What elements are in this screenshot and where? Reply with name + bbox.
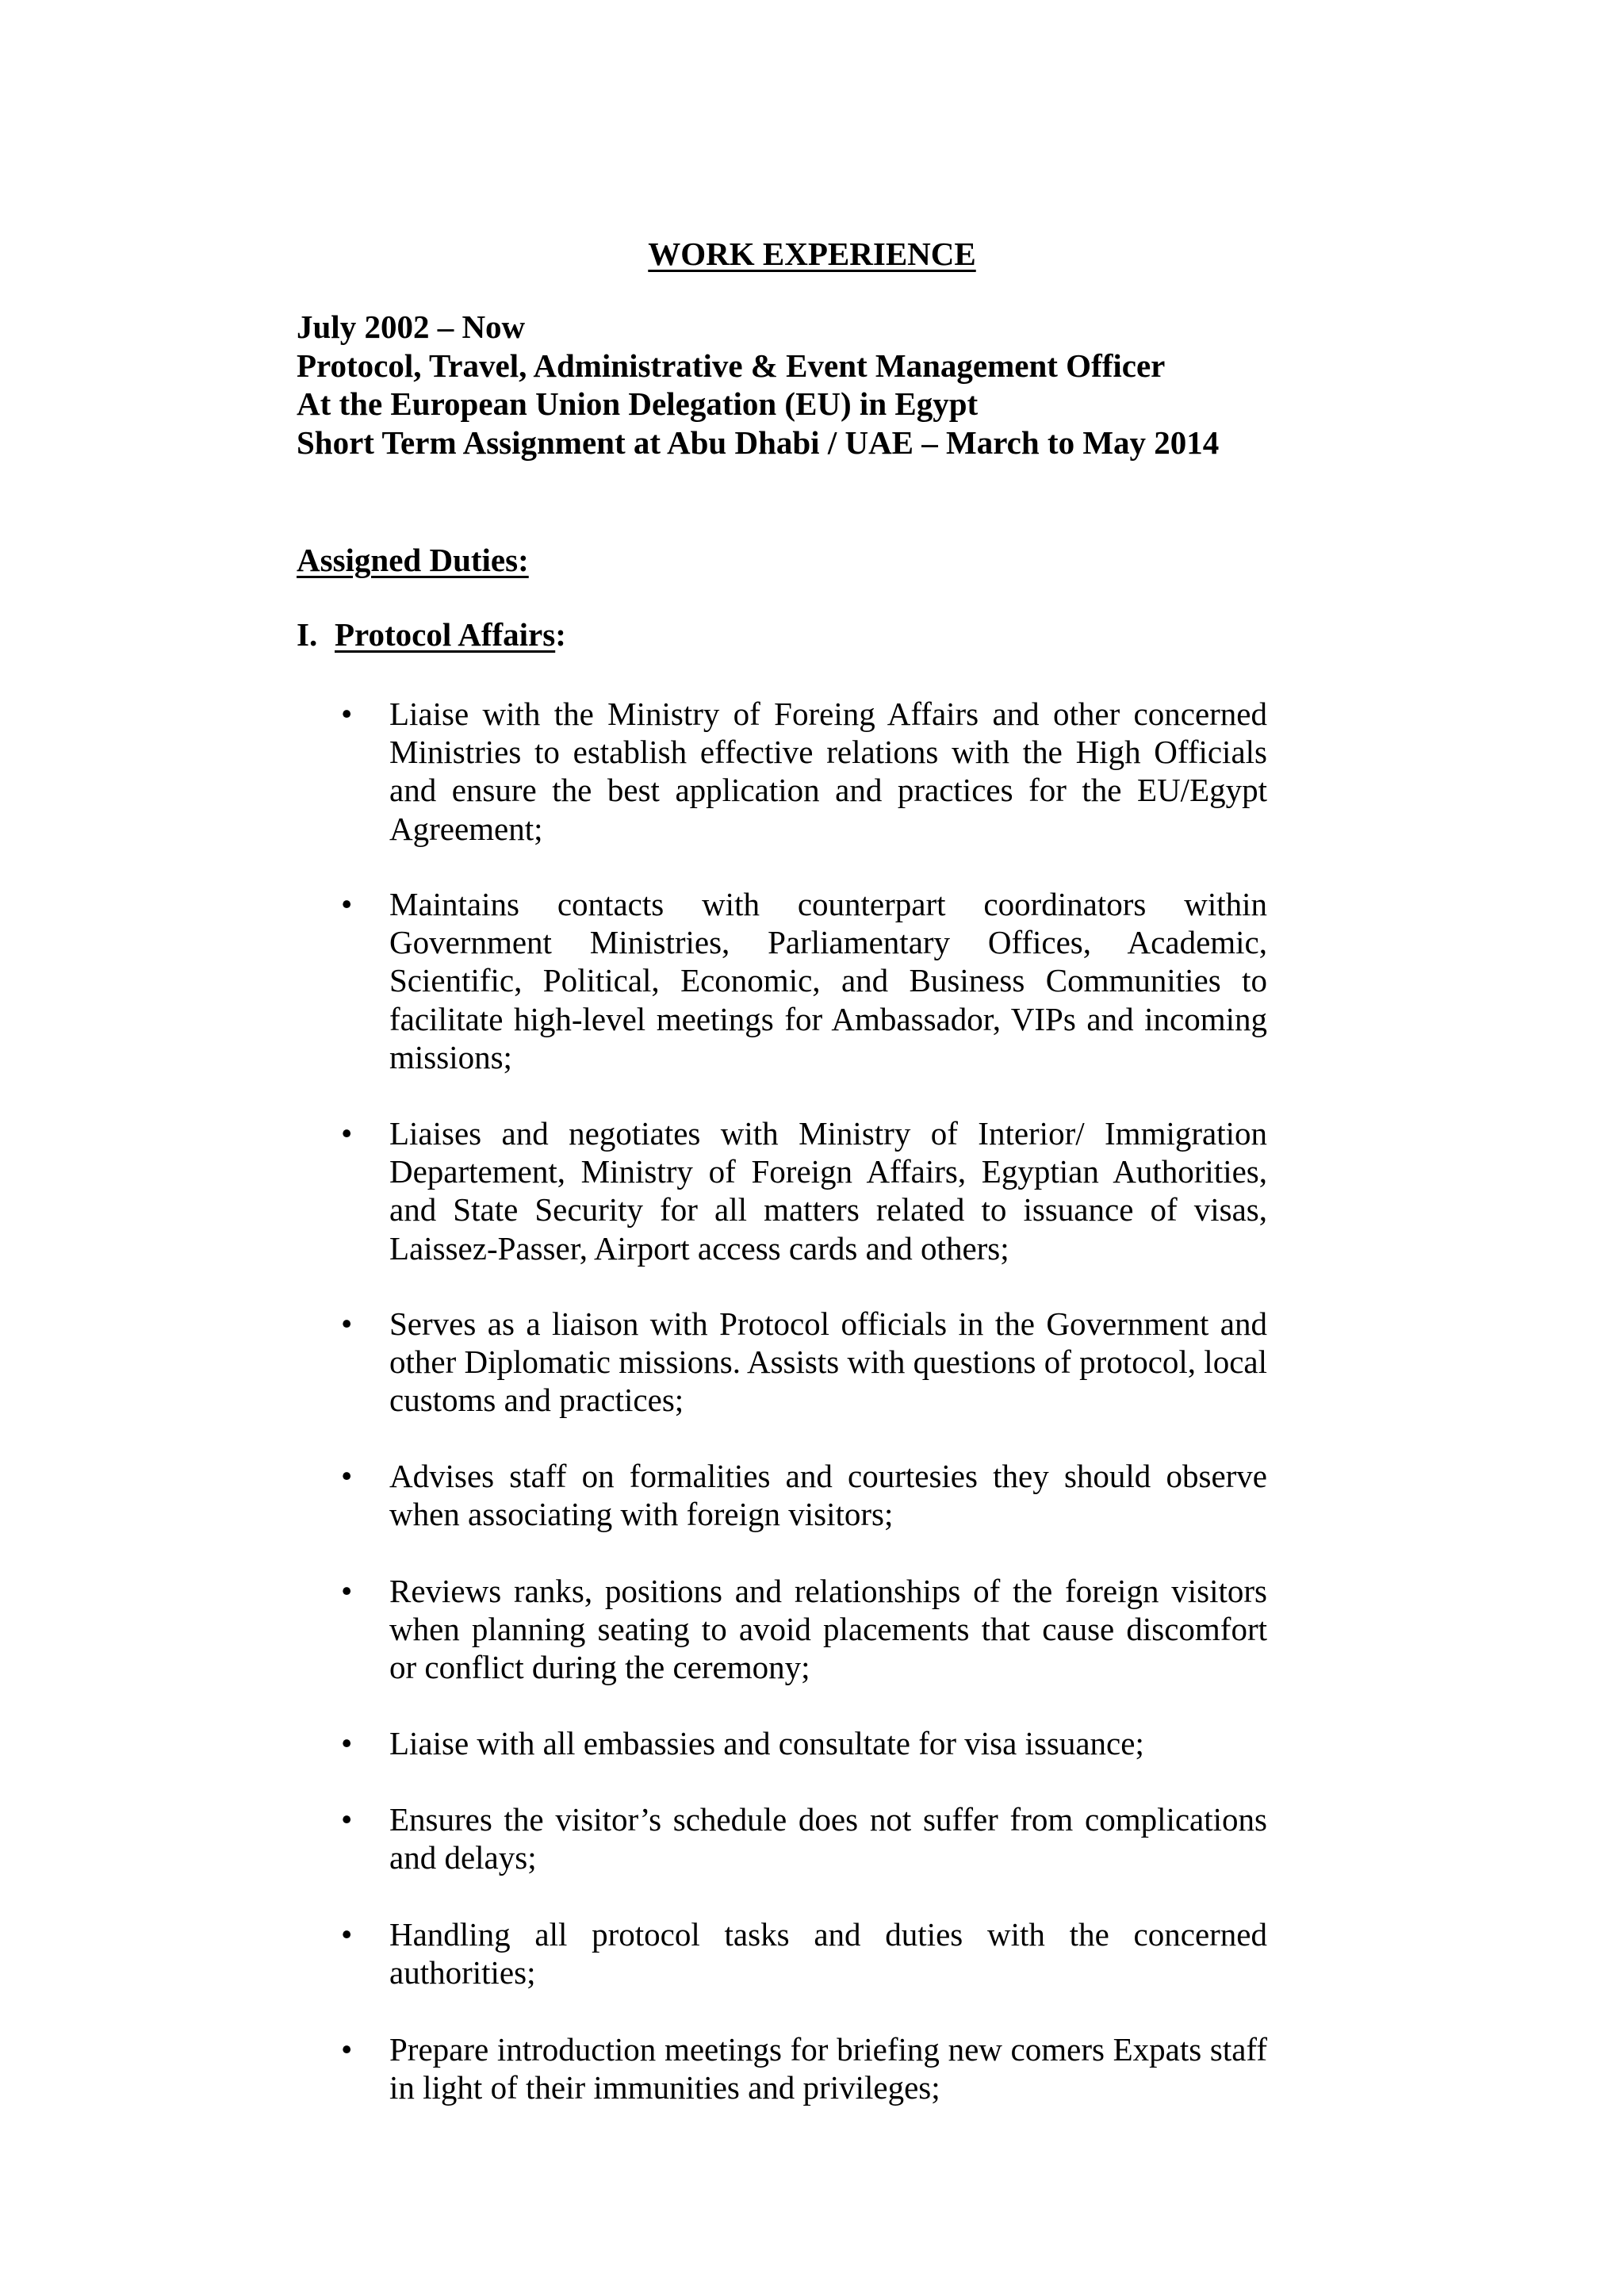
duty-list-item [341,695,1267,848]
bullet-icon: • [341,1801,353,1838]
duty-list-item [341,1305,1267,1420]
bullet-icon: • [341,1305,353,1342]
duty-text: Maintains contacts with counterpart coordinators within Government Ministries, Parliamentary Offices, Academic, Scientific, Political, Economic, and Business Communities to facilitate high-level meetings for Ambassador, VIPs and incoming missions; [389,886,1267,1075]
job-assignment: Short Term Assignment at Abu Dhabi / UAE – March to May 2014 [297,424,1220,461]
job-period: July 2002 – Now [297,309,526,345]
job-organization: At the European Union Delegation (EU) in Egypt [297,385,979,422]
section-title: Protocol Affairs [335,616,556,653]
duty-list-item [341,1724,1267,1762]
duty-list-item [341,1800,1267,1876]
duty-text: Liaise with all embassies and consultate for visa issuance; [389,1725,1144,1761]
bullet-icon: • [341,696,353,732]
bullet-icon: • [341,1916,353,1953]
duty-text: Handling all protocol tasks and duties with the concerned authorities; [389,1916,1267,1991]
section-number: I. [297,616,318,653]
duty-list-item [341,1457,1267,1533]
job-position: Protocol, Travel, Administrative & Event Management Officer [297,347,1166,384]
duty-list-item [341,1572,1267,1687]
duty-list-item [341,1915,1267,1991]
duty-list-item [341,2030,1267,2106]
bullet-icon: • [341,1573,353,1609]
duty-text: Liaises and negotiates with Ministry of Interior/ Immigration Departement, Ministry of Foreign Affairs, Egyptian Authorities, and State Security for all matters related to issuance of visas, Laissez-Passer, Airport access cards and others; [389,1115,1267,1267]
duty-text: Advises staff on formalities and courtesies they should observe when associating with foreign visitors; [389,1458,1267,1533]
duty-list-item [341,885,1267,1076]
duty-text: Serves as a liaison with Protocol officials in the Government and other Diplomatic missions. Assists with questions of protocol, local customs and practices; [389,1305,1267,1419]
bullet-icon: • [341,2031,353,2068]
job-header [297,308,1219,462]
page-title [0,232,1624,276]
section-colon: : [555,616,566,653]
duty-text: Ensures the visitor’s schedule does not suffer from complications and delays; [389,1801,1267,1876]
duty-list-item [341,1114,1267,1267]
duty-text: Prepare introduction meetings for briefing new comers Expats staff in light of their immunities and privileges; [389,2031,1267,2106]
bullet-icon: • [341,1458,353,1494]
duty-text: Reviews ranks, positions and relationships of the foreign visitors when planning seating to avoid placements that cause discomfort or conflict during the ceremony; [389,1573,1267,1686]
assigned-duties-heading: Assigned Duties: [297,542,529,578]
section-heading [297,612,566,657]
bullet-icon: • [341,1725,353,1761]
duty-text: Liaise with the Ministry of Foreing Affairs and other concerned Ministries to establish effective relations with the High Officials and ensure the best application and practices for the EU/Egypt Agreement; [389,696,1267,847]
page-title-text: WORK EXPERIENCE [648,236,976,272]
bullet-icon: • [341,886,353,922]
bullet-icon: • [341,1115,353,1152]
